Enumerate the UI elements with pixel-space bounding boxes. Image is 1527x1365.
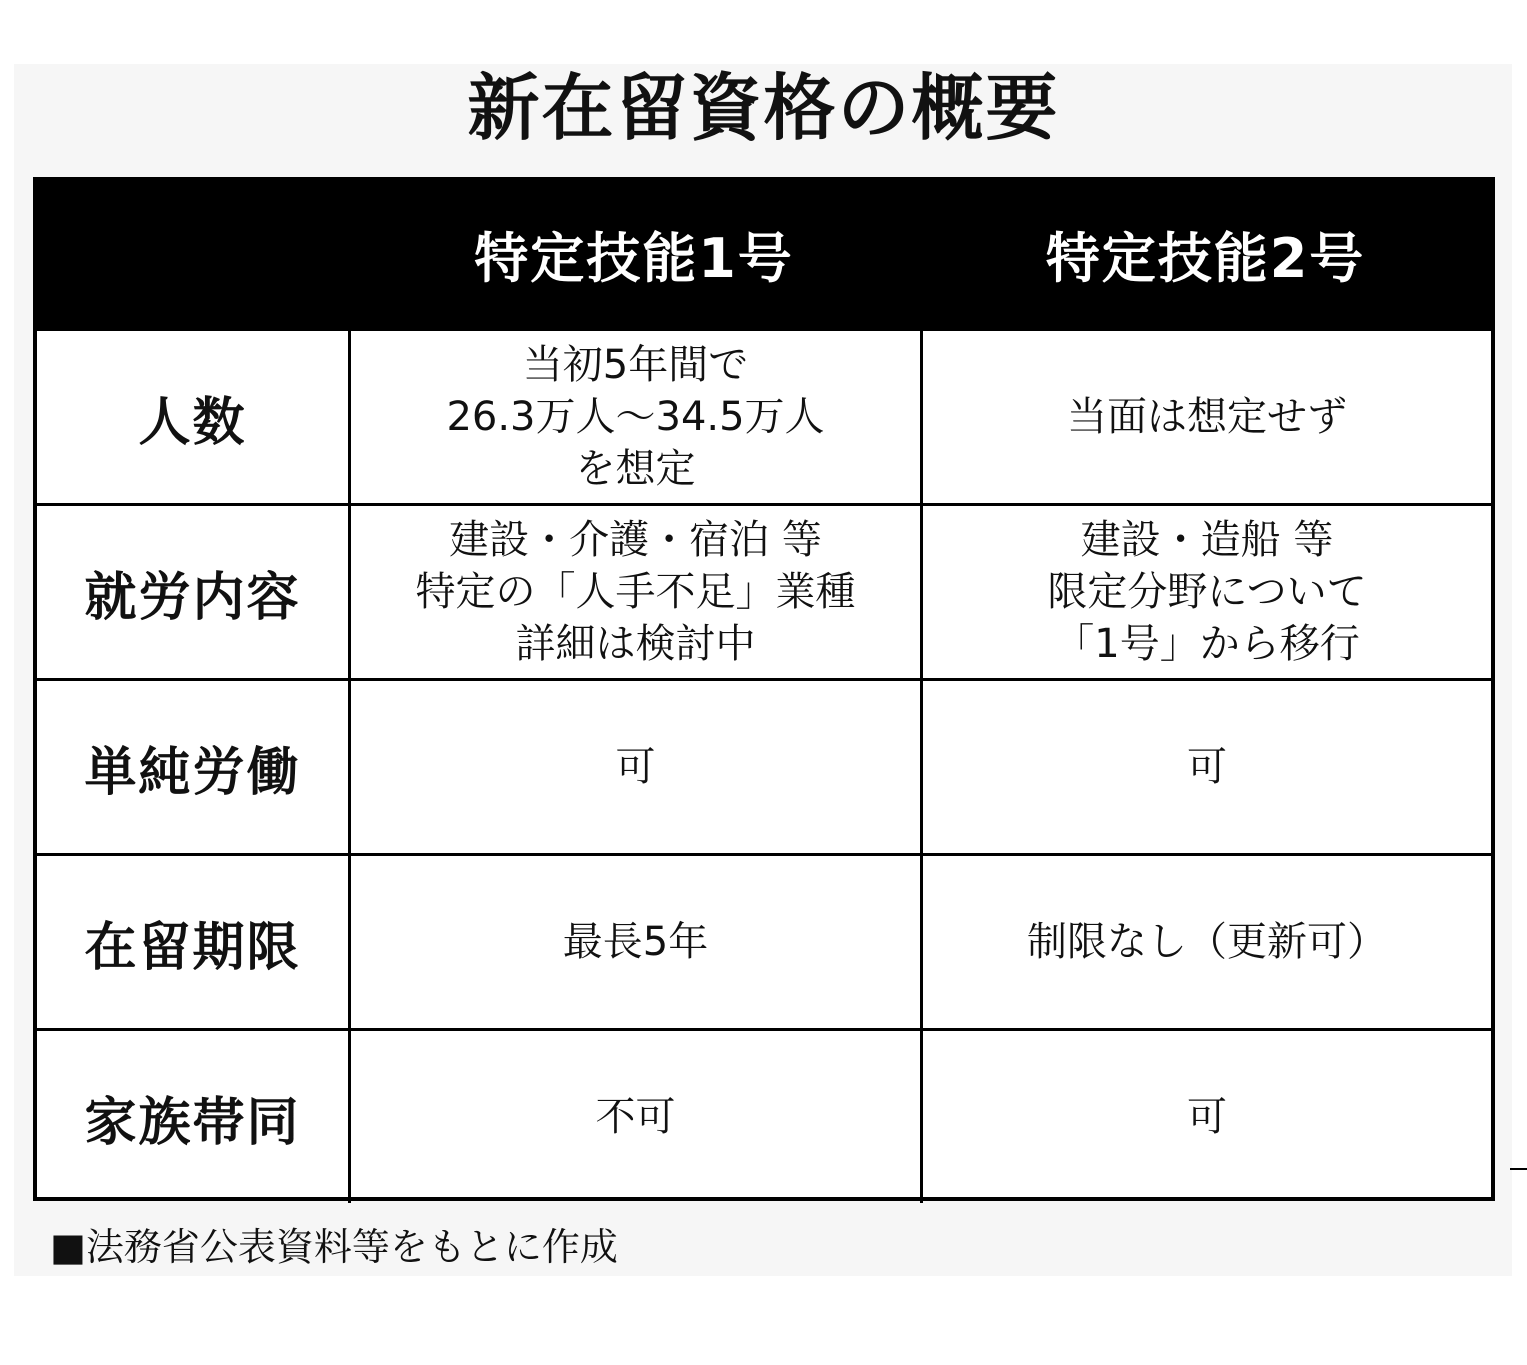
cell-line: 不可 bbox=[595, 1094, 676, 1140]
cell-tokutei-2 bbox=[920, 331, 1491, 503]
page-title: 新在留資格の概要 bbox=[467, 66, 1060, 150]
cell-line: 詳細は検討中 bbox=[515, 621, 756, 667]
cell-tokutei-1 bbox=[348, 681, 920, 853]
cell-tokutei-2 bbox=[920, 506, 1491, 678]
table-row bbox=[37, 678, 1491, 853]
cell-tokutei-2 bbox=[920, 856, 1491, 1028]
cell-line: 限定分野について bbox=[1047, 569, 1367, 615]
edge-tick-mark bbox=[1510, 1168, 1527, 1170]
cell-line: 当初5年間で bbox=[522, 342, 749, 388]
cell-line: 建設・介護・宿泊 等 bbox=[449, 517, 822, 563]
table-row bbox=[37, 853, 1491, 1028]
table-row bbox=[37, 1028, 1491, 1203]
cell-line: 可 bbox=[1187, 744, 1227, 790]
cell-tokutei-1 bbox=[348, 331, 920, 503]
table-header-row bbox=[37, 181, 1491, 328]
header-cell-tokutei-2: 特定技能2号 bbox=[1045, 227, 1366, 290]
cell-line: 特定の「人手不足」業種 bbox=[415, 569, 856, 615]
cell-line: 建設・造船 等 bbox=[1080, 517, 1334, 563]
cell-tokutei-1 bbox=[348, 1031, 920, 1203]
row-label: 人数 bbox=[138, 392, 247, 453]
row-label: 在留期限 bbox=[84, 917, 301, 978]
cell-tokutei-2 bbox=[920, 1031, 1491, 1203]
cell-tokutei-1 bbox=[348, 506, 920, 678]
row-label: 単純労働 bbox=[84, 742, 301, 803]
cell-line: 「1号」から移行 bbox=[1054, 621, 1360, 667]
cell-line: 当面は想定せず bbox=[1067, 394, 1347, 440]
cell-line: 可 bbox=[1187, 1094, 1227, 1140]
cell-line: 26.3万人～34.5万人 bbox=[446, 394, 825, 440]
cell-line: 制限なし（更新可） bbox=[1027, 919, 1387, 965]
row-label: 就労内容 bbox=[84, 567, 301, 628]
source-footnote: ■法務省公表資料等をもとに作成 bbox=[50, 1225, 618, 1269]
table-row bbox=[37, 328, 1491, 503]
comparison-table bbox=[33, 177, 1495, 1201]
header-cell-tokutei-1: 特定技能1号 bbox=[474, 227, 794, 290]
table-row bbox=[37, 503, 1491, 678]
cell-line: 可 bbox=[615, 744, 656, 790]
row-label: 家族帯同 bbox=[84, 1092, 301, 1153]
header-cell-empty bbox=[37, 181, 348, 328]
cell-tokutei-2 bbox=[920, 681, 1491, 853]
cell-tokutei-1 bbox=[348, 856, 920, 1028]
cell-line: を想定 bbox=[575, 446, 696, 492]
cell-line: 最長5年 bbox=[562, 919, 709, 965]
